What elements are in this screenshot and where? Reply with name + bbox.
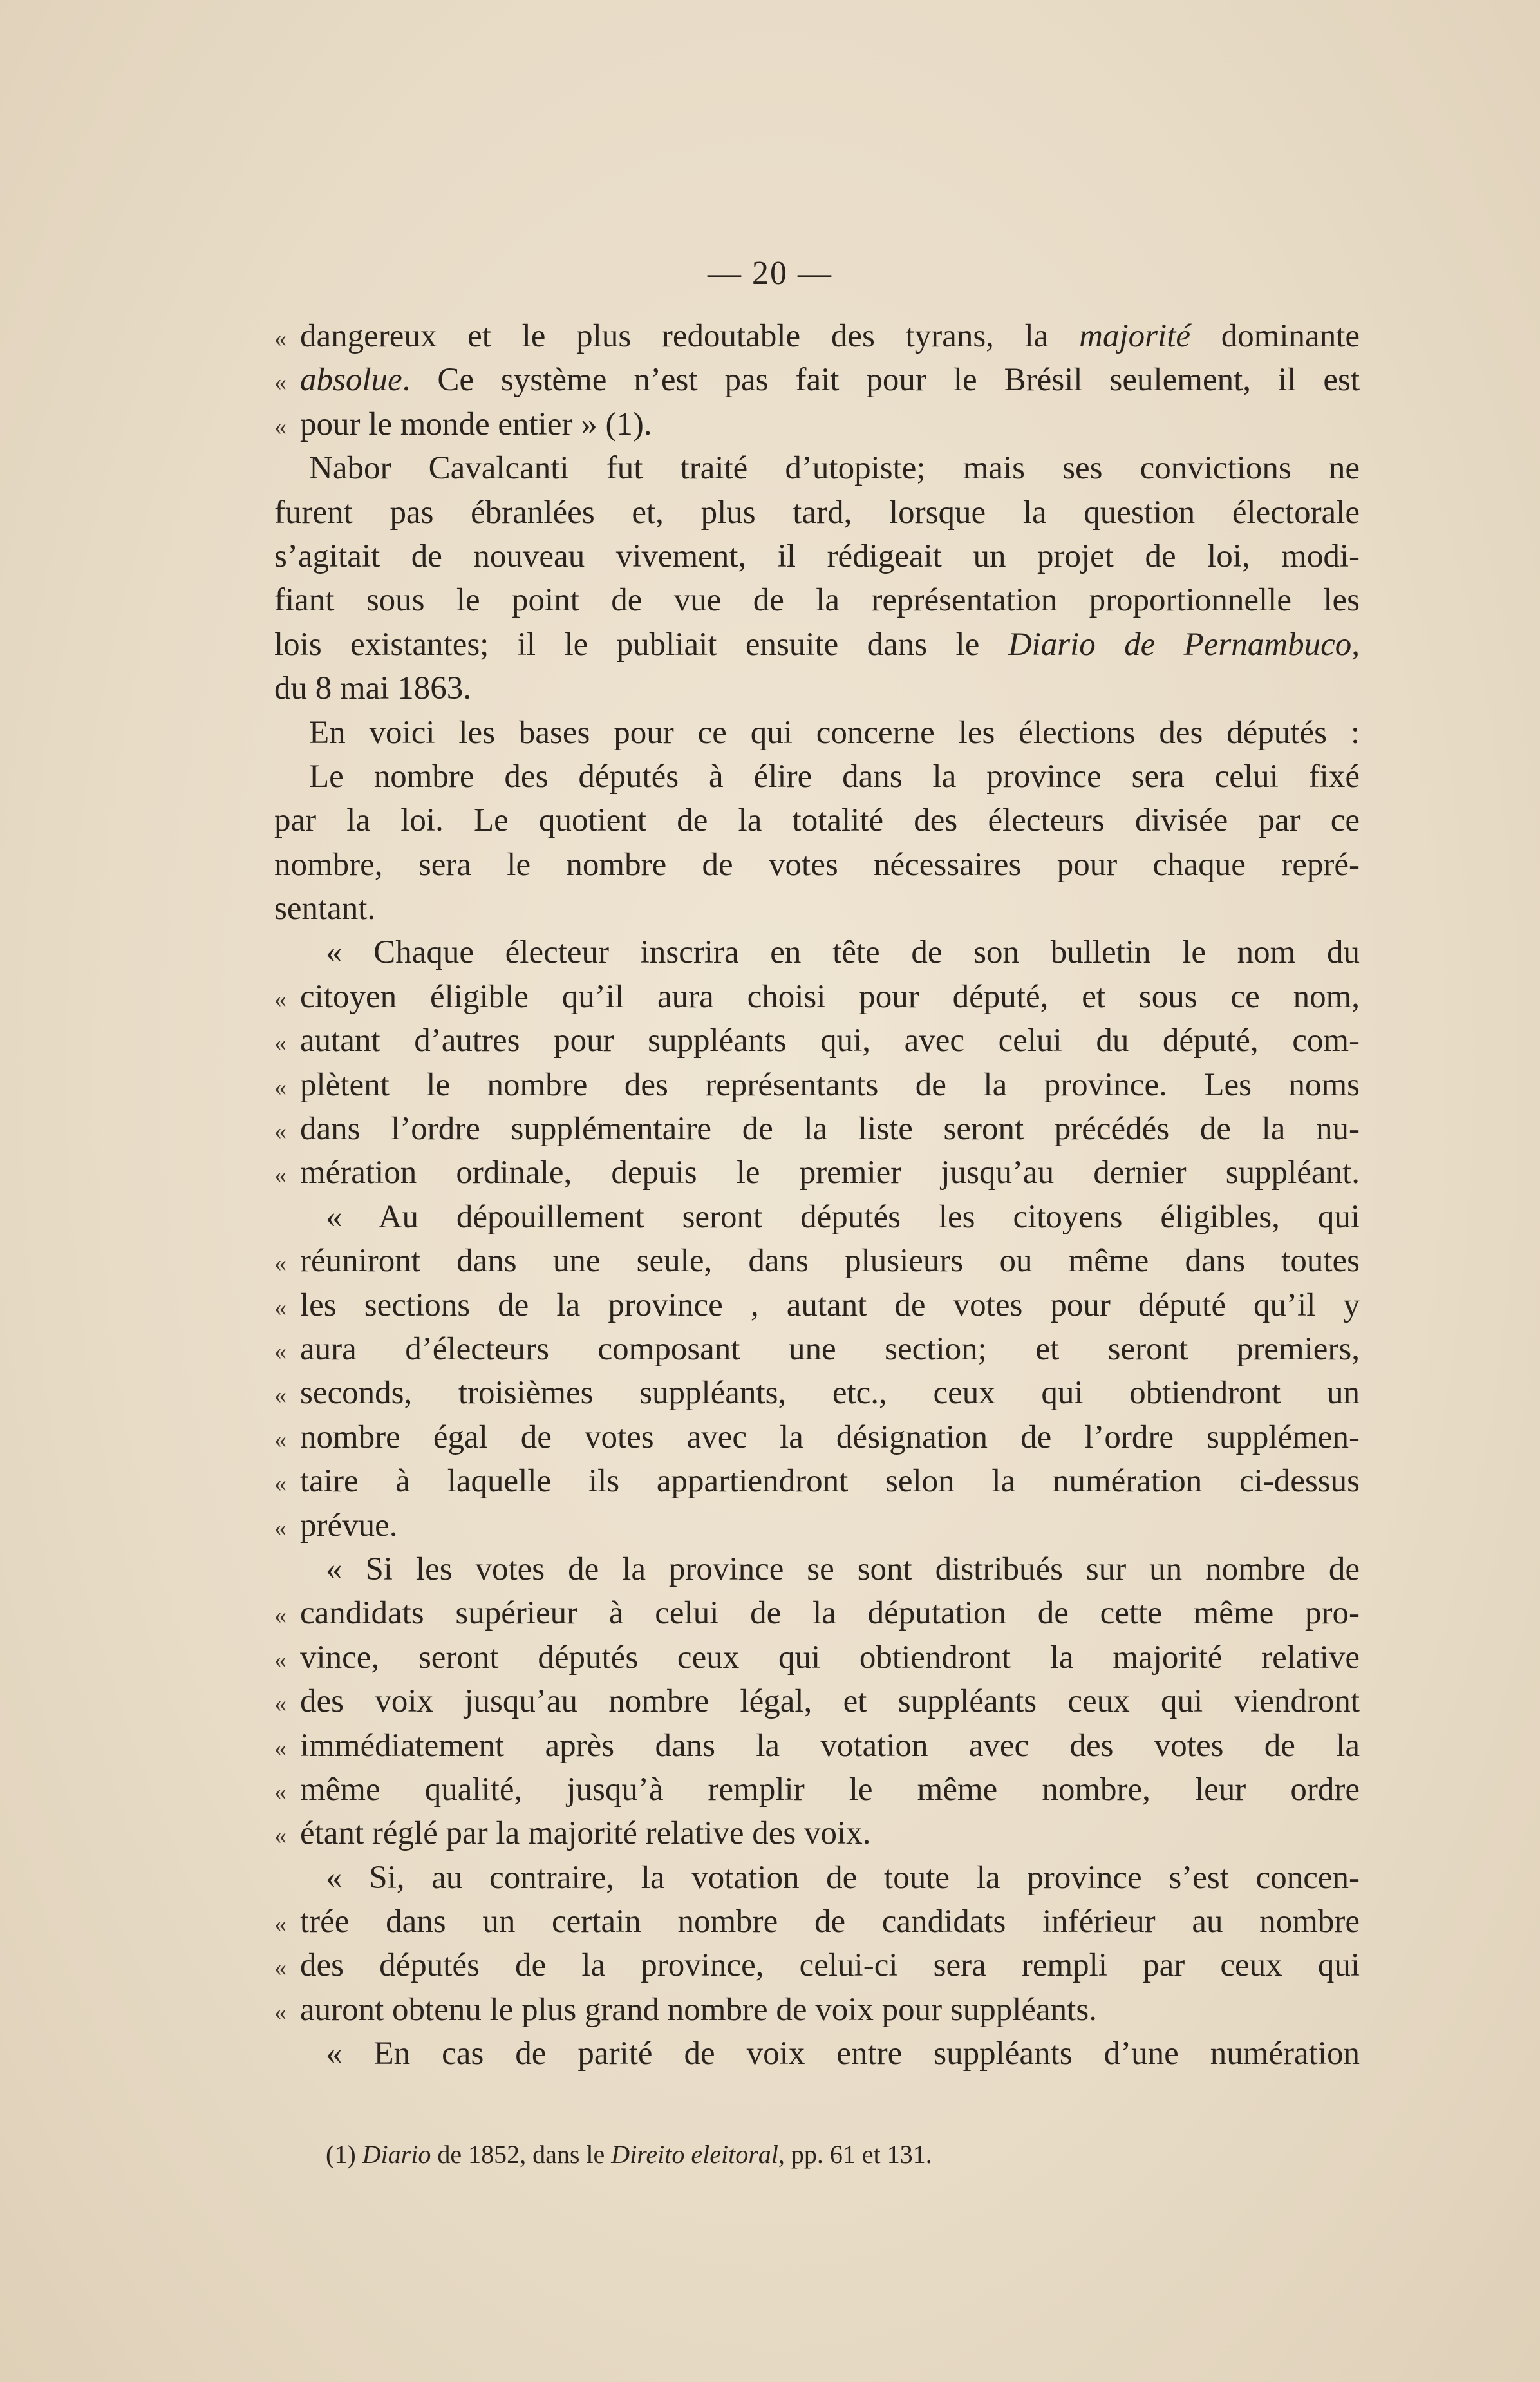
- text-run: trée dans un certain nombre de candidats inférieur au nombre: [300, 1904, 1360, 1940]
- text-line: [274, 887, 1360, 931]
- text-line: [274, 1504, 1360, 1547]
- quote-mark: «: [274, 1073, 286, 1101]
- text-run: vince, seront députés ceux qui obtiendront la majorité relative: [300, 1639, 1360, 1676]
- text-run: prévue.: [300, 1507, 398, 1544]
- quote-mark: «: [274, 369, 286, 397]
- text-run: candidats supérieur à celui de la députation de cette même pro-: [300, 1595, 1360, 1632]
- text-line: [274, 799, 1360, 842]
- quote-mark: «: [274, 413, 286, 440]
- text-line: [274, 358, 1360, 402]
- text-run: « En cas de parité de voix entre suppléants d’une numération: [326, 2036, 1360, 2072]
- text-run: Le nombre des députés à élire dans la province sera celui fixé: [309, 758, 1360, 795]
- text-line: [274, 2032, 1360, 2075]
- text-run: « Au dépouillement seront députés les citoyens éligibles, qui: [326, 1198, 1360, 1235]
- quote-mark: «: [274, 325, 286, 352]
- quote-mark: «: [274, 1602, 286, 1630]
- quote-mark: «: [274, 1778, 286, 1806]
- quote-mark: «: [274, 1690, 286, 1718]
- text-run: seconds, troisièmes suppléants, etc., ceux qui obtiendront un: [300, 1375, 1360, 1412]
- text-line: [274, 1900, 1360, 1943]
- text-line: [274, 1679, 1360, 1723]
- text-line: [274, 666, 1360, 710]
- text-line: [274, 1283, 1360, 1327]
- quote-mark: «: [274, 1954, 286, 1982]
- text-line: [274, 491, 1360, 534]
- quote-mark: «: [274, 1911, 286, 1938]
- quote-mark: «: [274, 985, 286, 1013]
- text-run: sentant.: [274, 891, 376, 927]
- text-line: [274, 1415, 1360, 1459]
- text-line: [274, 314, 1360, 358]
- text-run: même qualité, jusqu’à remplir le même nombre, leur ordre: [300, 1771, 1360, 1808]
- quote-mark: «: [274, 1646, 286, 1674]
- text-run: « Si, au contraire, la votation de toute la province s’est concen-: [326, 1859, 1360, 1896]
- text-line: [274, 1591, 1360, 1635]
- text-line: [274, 1195, 1360, 1239]
- text-run: nombre égal de votes avec la désignation de l’ordre supplémen-: [300, 1419, 1360, 1455]
- text-line: [274, 1856, 1360, 1900]
- text-run: Nabor Cavalcanti fut traité d’utopiste; mais ses convictions ne: [309, 450, 1360, 487]
- text-line: [274, 843, 1360, 887]
- text-line: [274, 1239, 1360, 1283]
- quote-mark: «: [274, 1998, 286, 2026]
- text-line: [274, 1547, 1360, 1591]
- text-line: [274, 1768, 1360, 1811]
- text-run: par la loi. Le quotient de la totalité des électeurs divisée par ce: [274, 802, 1360, 839]
- text-line: [274, 711, 1360, 755]
- text-run: dangereux et le plus redoutable des tyrans, la: [300, 318, 1080, 354]
- text-line: [274, 931, 1360, 974]
- footnote-italic: Direito eleitoral: [611, 2140, 778, 2169]
- text-line: [274, 755, 1360, 799]
- text-run: « Si les votes de la province se sont distribués sur un nombre de: [326, 1551, 1360, 1587]
- text-run: des députés de la province, celui-ci sera rempli par ceux qui: [300, 1947, 1360, 1984]
- text-line: [274, 623, 1360, 666]
- text-run: mération ordinale, depuis le premier jusqu’au dernier suppléant.: [300, 1155, 1360, 1191]
- footnote: [326, 2139, 1291, 2169]
- text-run: dominante: [1190, 318, 1360, 354]
- text-line: [274, 1636, 1360, 1679]
- text-run: dans l’ordre supplémentaire de la liste seront précédés de la nu-: [300, 1111, 1360, 1148]
- text-run: furent pas ébranlées et, plus tard, lorsque la question électorale: [274, 494, 1360, 531]
- footnote-text: (1): [326, 2140, 362, 2169]
- text-line: [274, 1327, 1360, 1371]
- text-run: pour le monde entier » (1).: [300, 406, 652, 442]
- text-run: citoyen éligible qu’il aura choisi pour député, et sous ce nom,: [300, 978, 1360, 1015]
- page-number: — 20 —: [708, 255, 832, 292]
- text-run: immédiatement après dans la votation avec des votes de la: [300, 1727, 1360, 1764]
- text-run: « Chaque électeur inscrira en tête de son bulletin le nom du: [326, 934, 1360, 971]
- italic-text: absolue: [300, 362, 402, 399]
- text-run: . Ce système n’est pas fait pour le Brésil seulement, il est: [402, 362, 1360, 399]
- text-line: [274, 1063, 1360, 1107]
- italic-text: majorité: [1079, 318, 1190, 354]
- text-line: [274, 402, 1360, 446]
- text-run: s’agitait de nouveau vivement, il rédigeait un projet de loi, modi-: [274, 538, 1360, 574]
- text-run: les sections de la province , autant de votes pour député qu’il y: [300, 1287, 1360, 1323]
- quote-mark: «: [274, 1118, 286, 1146]
- text-line: [274, 1811, 1360, 1855]
- quote-mark: «: [274, 1338, 286, 1365]
- quote-mark: «: [274, 1250, 286, 1278]
- text-run: réuniront dans une seule, dans plusieurs ou même dans toutes: [300, 1243, 1360, 1280]
- italic-text: Diario de Pernambuco,: [1008, 626, 1360, 663]
- footnote-italic: Diario: [362, 2140, 431, 2169]
- quote-mark: «: [274, 1734, 286, 1762]
- text-line: [274, 578, 1360, 622]
- text-run: fiant sous le point de vue de la représentation proportionnelle les: [274, 582, 1360, 619]
- text-line: [274, 446, 1360, 490]
- text-run: aura d’électeurs composant une section; et seront premiers,: [300, 1330, 1360, 1367]
- footnote-text: , pp. 61 et 131.: [778, 2140, 932, 2169]
- text-line: [274, 1371, 1360, 1415]
- text-run: autant d’autres pour suppléants qui, avec celui du député, com-: [300, 1023, 1360, 1059]
- text-line: [274, 534, 1360, 578]
- text-line: [274, 1459, 1360, 1503]
- text-line: [274, 1107, 1360, 1151]
- quote-mark: «: [274, 1514, 286, 1542]
- text-run: du 8 mai 1863.: [274, 670, 471, 707]
- text-run: étant réglé par la majorité relative des voix.: [300, 1815, 871, 1852]
- text-line: [274, 975, 1360, 1019]
- quote-mark: «: [274, 1294, 286, 1321]
- quote-mark: «: [274, 1382, 286, 1410]
- text-line: [274, 1151, 1360, 1195]
- text-run: auront obtenu le plus grand nombre de voix pour suppléants.: [300, 1991, 1097, 2028]
- quote-mark: «: [274, 1030, 286, 1057]
- body-text: [274, 314, 1360, 2076]
- text-line: [274, 1724, 1360, 1768]
- text-run: plètent le nombre des représentants de la province. Les noms: [300, 1066, 1360, 1103]
- footnote-text: de 1852, dans le: [431, 2140, 612, 2169]
- quote-mark: «: [274, 1162, 286, 1189]
- text-run: nombre, sera le nombre de votes nécessaires pour chaque repré-: [274, 846, 1360, 883]
- text-run: En voici les bases pour ce qui concerne les élections des députés :: [309, 714, 1360, 751]
- text-line: [274, 1988, 1360, 2032]
- quote-mark: «: [274, 1822, 286, 1850]
- quote-mark: «: [274, 1470, 286, 1498]
- text-line: [274, 1019, 1360, 1063]
- text-run: lois existantes; il le publiait ensuite dans le: [274, 626, 1008, 663]
- text-run: taire à laquelle ils appartiendront selon la numération ci-dessus: [300, 1463, 1360, 1500]
- text-run: des voix jusqu’au nombre légal, et suppléants ceux qui viendront: [300, 1683, 1360, 1720]
- text-line: [274, 1943, 1360, 1987]
- quote-mark: «: [274, 1426, 286, 1453]
